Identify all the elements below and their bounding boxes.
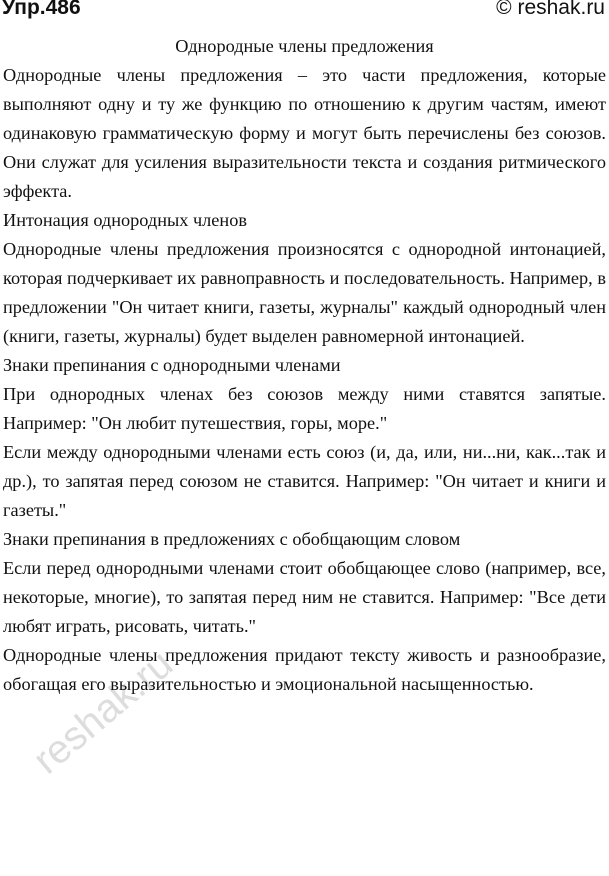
section-heading-punctuation: Знаки препинания с однородными членами [3,355,341,375]
section-heading-generalizing-word: Знаки препинания в предложениях с обобщающим словом [3,529,461,549]
paragraph-conclusion: Однородные члены предложения придают тексту живость и разнообразие, обогащая его выразительностью и эмоциональной насыщенностью. [3,645,606,694]
paragraph-punctuation-conjunctions: Если между однородными членами есть союз (и, да, или, ни...ни, как...так и др.), то запятая перед союзом не ставится. Например: "Он читает и книги и газеты." [3,442,606,520]
exercise-number: Упр.486 [2,0,81,19]
section-heading-intonation: Интонация однородных членов [3,210,247,230]
page-header [0,0,609,26]
paragraph-punctuation-commas: При однородных членах без союзов между ними ставятся запятые. Например: "Он любит путешествия, горы, море." [3,384,606,433]
paragraph-definition: Однородные члены предложения – это части предложения, которые выполняют одну и ту же функцию по отношению к другим частям, имеют одинаковую грамматическую форму и могут быть перечислены без союзов. Они служат для усиления выразительности текста и создания ритмического эффекта. [3,65,606,201]
site-credit: © reshak.ru [496,0,605,19]
watermark: reshak.ru [25,641,182,783]
paragraph-intonation: Однородные члены предложения произносятся с однородной интонацией, которая подчеркивает их равноправность и последовательность. Например, в предложении "Он читает книги, газеты, журналы" каждый однородный член (книги, газеты, журналы) будет выделен равномерной интонацией. [3,239,606,346]
document-body [3,32,606,699]
document-title: Однородные члены предложения [175,36,434,56]
paragraph-generalizing-word: Если перед однородными членами стоит обобщающее слово (например, все, некоторые, многие), то запятая перед ним не ставится. Например: "Все дети любят играть, рисовать, читать." [3,558,606,636]
